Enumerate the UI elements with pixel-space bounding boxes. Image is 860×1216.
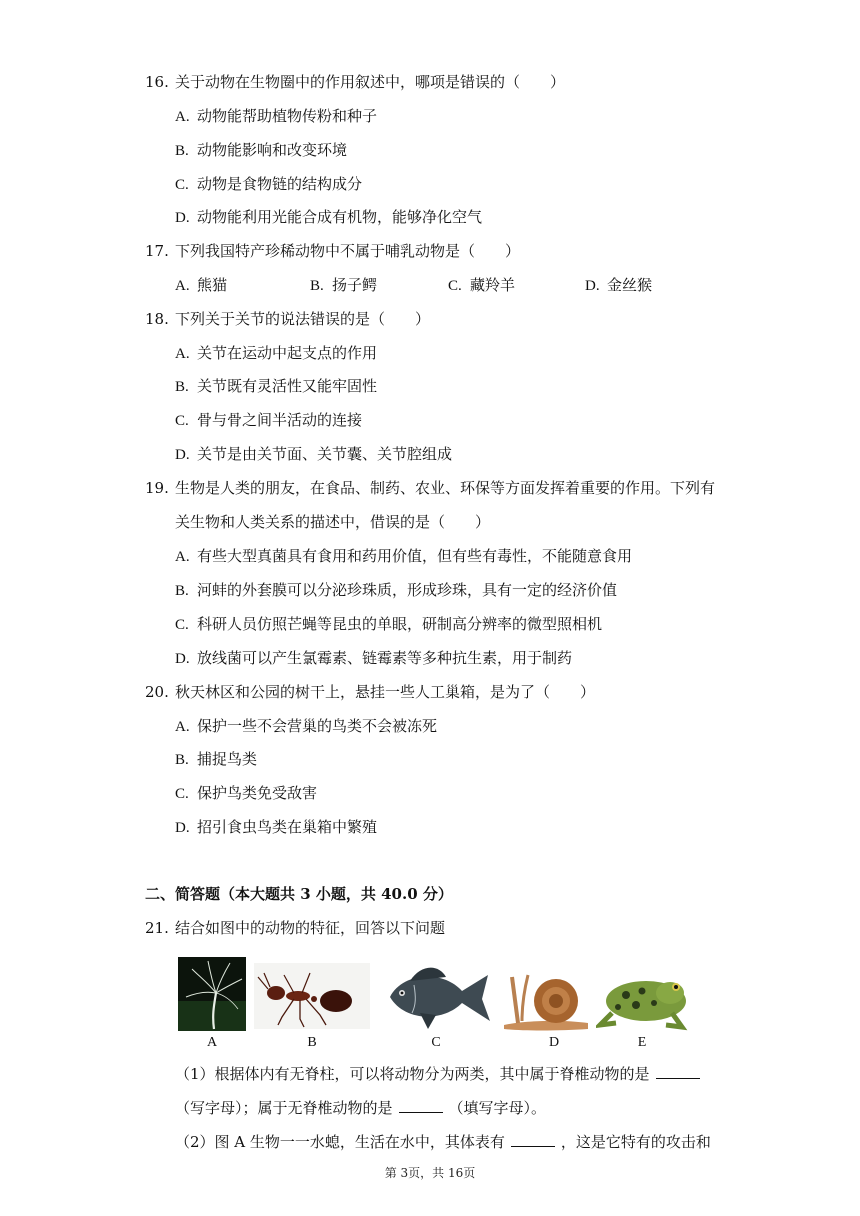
- option-19c: C. 科研人员仿照芒蝇等昆虫的单眼，研制高分辨率的微型照相机: [175, 615, 603, 633]
- option-19b: B. 河蚌的外套膜可以分泌珍珠质，形成珍珠，具有一定的经济价值: [175, 581, 618, 599]
- question-19: [145, 478, 715, 498]
- hydra-image: [178, 957, 246, 1031]
- question-number: 19.: [145, 479, 169, 497]
- option-17b: B. 扬子鳄: [310, 276, 378, 294]
- question-stem: 结合如图中的动物的特征，回答以下问题: [175, 919, 446, 937]
- question-stem: 下列关于关节的说法错误的是（ ）: [175, 310, 431, 328]
- figure-label-e: E: [637, 1035, 647, 1050]
- option-17a: A. 熊猫: [175, 276, 228, 294]
- question-stem: 关于动物在生物圈中的作用叙述中，哪项是错误的（ ）: [175, 73, 566, 91]
- answer-blank[interactable]: [656, 1064, 700, 1079]
- question-18: [145, 309, 430, 329]
- option-16a: A. 动物能帮助植物传粉和种子: [175, 107, 378, 125]
- question-stem: 生物是人类的朋友，在食品、制药、农业、环保等方面发挥着重要的作用。下列有: [175, 479, 716, 497]
- question-stem: 下列我国特产珍稀动物中不属于哺乳动物是（ ）: [175, 242, 521, 260]
- animal-figure: [176, 955, 692, 1055]
- question-21: [145, 918, 445, 938]
- question-number: 21.: [145, 919, 169, 937]
- option-19a: A. 有些大型真菌具有食用和药用价值，但有些有毒性，不能随意食用: [175, 547, 633, 565]
- figure-label-d: D: [548, 1035, 560, 1050]
- option-18c: C. 骨与骨之间半活动的连接: [175, 411, 363, 429]
- ant-image: [254, 963, 370, 1029]
- option-18a: A. 关节在运动中起支点的作用: [175, 344, 378, 362]
- snail-image: [500, 957, 592, 1033]
- question-20: [145, 682, 595, 702]
- q21-part1-continued: （写字母）；属于无脊椎动物的是 （填写字母）。: [175, 1099, 547, 1117]
- option-17d: D. 金丝猴: [585, 276, 653, 294]
- figure-label-a: A: [206, 1035, 218, 1050]
- option-18b: B. 关节既有灵活性又能牢固性: [175, 377, 378, 395]
- frog-image: [596, 965, 692, 1031]
- fish-image: [380, 957, 496, 1033]
- figure-label-c: C: [431, 1035, 441, 1050]
- q21-part2: （2）图 A 生物一一水螅，生活在水中，其体表有 ，这是它特有的攻击和: [175, 1133, 711, 1151]
- option-20c: C. 保护鸟类免受敌害: [175, 784, 318, 802]
- question-number: 17.: [145, 242, 169, 260]
- answer-blank[interactable]: [511, 1132, 555, 1147]
- question-19-continued: 关生物和人类关系的描述中，借误的是（ ）: [175, 513, 491, 531]
- option-18d: D. 关节是由关节面、关节囊、关节腔组成: [175, 445, 453, 463]
- q21-part1: （1）根据体内有无脊柱，可以将动物分为两类，其中属于脊椎动物的是: [175, 1064, 706, 1084]
- option-20a: A. 保护一些不会营巢的鸟类不会被冻死: [175, 717, 438, 735]
- option-16d: D. 动物能利用光能合成有机物，能够净化空气: [175, 208, 483, 226]
- option-19d: D. 放线菌可以产生氯霉素、链霉素等多种抗生素，用于制药: [175, 649, 573, 667]
- option-16b: B. 动物能影响和改变环境: [175, 141, 348, 159]
- question-stem: 秋天林区和公园的树干上，悬挂一些人工巢箱，是为了（ ）: [175, 683, 596, 701]
- question-17: [145, 241, 520, 261]
- question-number: 18.: [145, 310, 169, 328]
- option-16c: C. 动物是食物链的结构成分: [175, 175, 363, 193]
- option-17c: C. 藏羚羊: [448, 276, 516, 294]
- option-20b: B. 捕捉鸟类: [175, 750, 258, 768]
- option-20d: D. 招引食虫鸟类在巢箱中繁殖: [175, 818, 378, 836]
- figure-label-b: B: [307, 1035, 317, 1050]
- page-footer: 第 3页，共 16页: [384, 1166, 476, 1180]
- question-number: 20.: [145, 683, 169, 701]
- section-heading: 二、简答题（本大题共 3 小题，共 40.0 分）: [145, 885, 453, 903]
- answer-blank[interactable]: [399, 1098, 443, 1113]
- question-16: [145, 72, 565, 92]
- question-number: 16.: [145, 73, 169, 91]
